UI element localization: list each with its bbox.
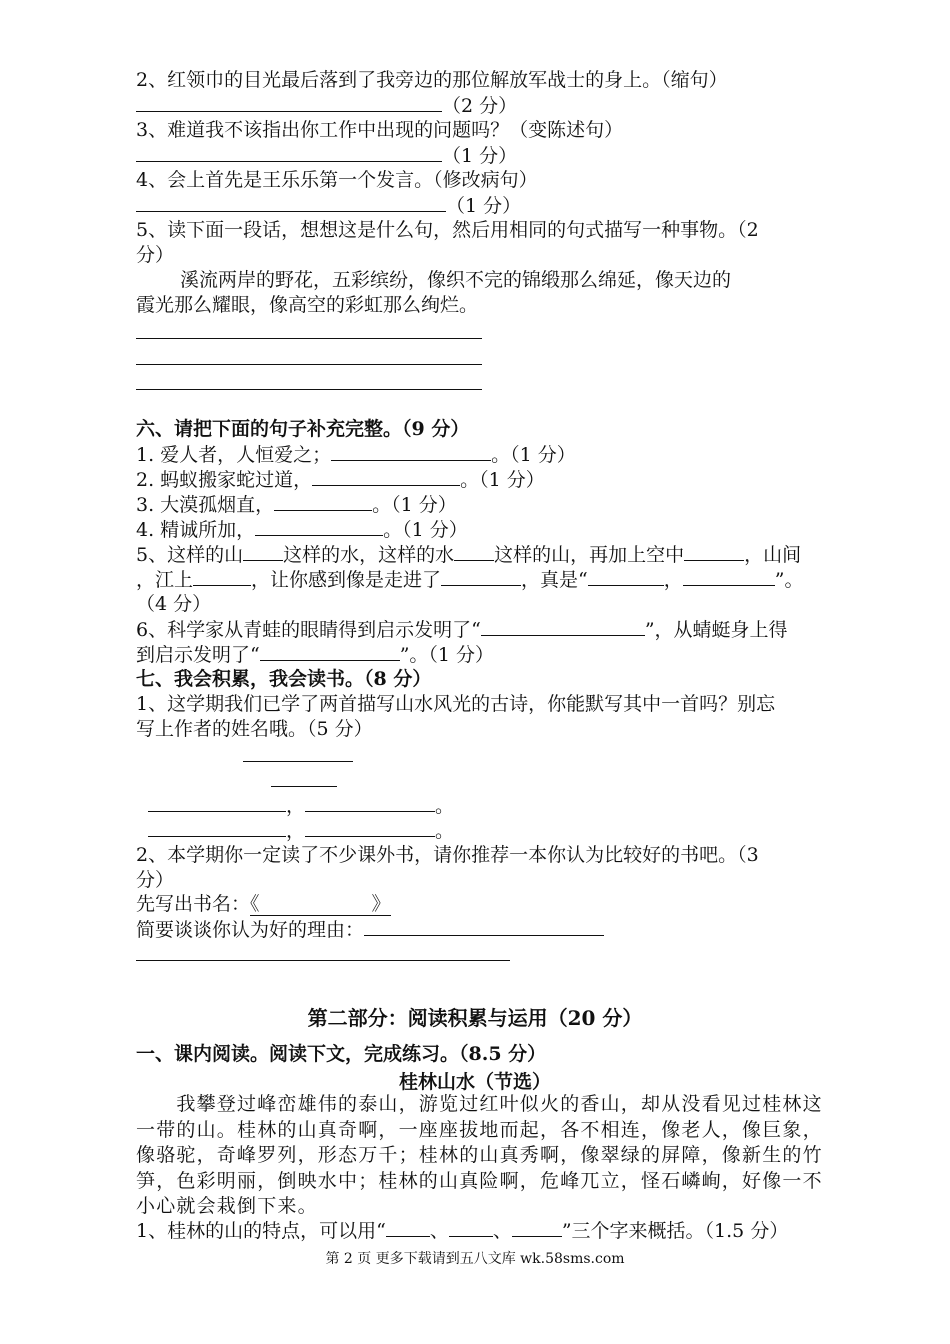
book-question-line2: 分）: [136, 869, 175, 891]
poem-verse-line1: ， 。: [148, 793, 454, 819]
blank[interactable]: [454, 542, 494, 561]
blank[interactable]: [148, 818, 286, 837]
poem-question-line2: 写上作者的姓名哦。（5 分）: [136, 718, 373, 740]
score: （1 分）: [442, 145, 518, 167]
poem-verse-line2: ， 。: [148, 818, 454, 844]
section-6-title: 六、请把下面的句子补充完整。（9 分）: [136, 418, 470, 440]
answer-line-2: [136, 93, 517, 119]
score: （1 分）: [446, 195, 522, 217]
question-4: 4、会上首先是王乐乐第一个发言。（修改病句）: [136, 169, 538, 191]
blank[interactable]: [305, 818, 435, 837]
question-3: 3、难道我不该指出你工作中出现的问题吗？（变陈述句）: [136, 119, 624, 141]
writing-line[interactable]: [136, 338, 482, 339]
fill-6-line2: 到启示发明了“ ”。（1 分）: [136, 644, 495, 666]
blank[interactable]: [148, 793, 286, 812]
part-2-title: 第二部分：阅读积累与运用（20 分）: [307, 1006, 643, 1030]
blank[interactable]: [386, 1218, 430, 1237]
passage-title: 桂林山水（节选）: [398, 1071, 551, 1093]
fill-5-line2: ，江上 ，让你感到像是走进了 ，真是“ ， ”。: [136, 569, 804, 591]
blank[interactable]: [193, 567, 251, 586]
blank[interactable]: [588, 567, 664, 586]
reason-line[interactable]: [136, 960, 510, 961]
answer-line-4: [136, 193, 521, 219]
blank[interactable]: [312, 467, 460, 486]
fill-1: 1. 爱人者，人恒爱之； 。（1 分）: [136, 444, 576, 466]
passage-line: 像骆驼，奇峰罗列，形态万千；桂林的山真秀啊，像翠绿的屏障，像新生的竹: [136, 1144, 823, 1166]
book-title-blank[interactable]: 《 》: [250, 893, 391, 915]
reading-section-title: 一、课内阅读。阅读下文，完成练习。（8.5 分）: [136, 1043, 547, 1065]
poem-author-line[interactable]: [271, 786, 337, 787]
blank[interactable]: [136, 93, 442, 112]
blank[interactable]: [305, 793, 435, 812]
reason-row: 简要谈谈你认为好的理由：: [136, 917, 604, 943]
page-footer: 第 2 页 更多下载请到五八文库 wk.58sms.com: [325, 1251, 625, 1267]
question-2: 2、红领巾的目光最后落到了我旁边的那位解放军战士的身上。（缩句）: [136, 69, 728, 91]
answer-line-3: [136, 143, 517, 169]
reading-passage: [136, 1092, 896, 1220]
writing-line[interactable]: [136, 364, 482, 365]
passage-line: 我攀登过峰峦雄伟的泰山，游览过红叶似火的香山，却从没看见过桂林这: [136, 1093, 823, 1115]
question-5-line1: 5、读下面一段话，想想这是什么句，然后用相同的句式描写一种事物。（2: [136, 219, 759, 241]
fill-4: 4. 精诚所加， 。（1 分）: [136, 519, 468, 541]
blank[interactable]: [449, 1218, 493, 1237]
reading-question-1: 1、桂林的山的特点，可以用“ 、 、 ”三个字来概括。（1.5 分）: [136, 1220, 789, 1242]
blank[interactable]: [512, 1218, 562, 1237]
blank[interactable]: [274, 492, 372, 511]
blank[interactable]: [136, 143, 442, 162]
blank[interactable]: [441, 567, 521, 586]
blank[interactable]: [136, 193, 446, 212]
fill-6-line1: 6、科学家从青蛙的眼睛得到启示发明了“ ”，从蜻蜓身上得: [136, 619, 788, 641]
poem-title-line[interactable]: [243, 761, 353, 762]
blank[interactable]: [683, 567, 775, 586]
fill-5-score: （4 分）: [136, 593, 212, 615]
fill-2: 2. 蚂蚁搬家蛇过道， 。（1 分）: [136, 469, 545, 491]
passage-line: 一带的山。桂林的山真奇啊，一座座拔地而起，各不相连，像老人，像巨象，: [136, 1118, 823, 1141]
poem-question-line1: 1、这学期我们已学了两首描写山水风光的古诗，你能默写其中一首吗？别忘: [136, 693, 776, 715]
blank[interactable]: [364, 917, 604, 936]
fill-3: 3. 大漠孤烟直， 。（1 分）: [136, 494, 457, 516]
book-question-line1: 2、本学期你一定读了不少课外书，请你推荐一本你认为比较好的书吧。（3: [136, 844, 759, 866]
blank[interactable]: [481, 617, 645, 636]
book-title-row: 先写出书名：《 》: [136, 893, 391, 915]
section-7-title: 七、我会积累，我会读书。（8 分）: [136, 668, 432, 690]
blank[interactable]: [255, 517, 383, 536]
blank[interactable]: [243, 542, 283, 561]
fill-5-line1: 5、这样的山 这样的水，这样的水 这样的山，再加上空中 ，山间: [136, 544, 802, 566]
passage-line: 笋，色彩明丽，倒映水中；桂林的山真险啊，危峰兀立，怪石嶙峋，好像一不: [136, 1169, 823, 1192]
example-passage-line2: 霞光那么耀眼，像高空的彩虹那么绚烂。: [136, 294, 479, 316]
passage-line: 小心就会栽倒下来。: [136, 1195, 318, 1217]
blank[interactable]: [260, 642, 400, 661]
blank[interactable]: [331, 442, 491, 461]
writing-line[interactable]: [136, 389, 482, 390]
question-5-line2: 分）: [136, 244, 175, 266]
blank[interactable]: [684, 542, 744, 561]
score: （2 分）: [442, 95, 518, 117]
example-passage-line1: 溪流两岸的野花，五彩缤纷，像织不完的锦缎那么绵延，像天边的: [180, 269, 732, 291]
